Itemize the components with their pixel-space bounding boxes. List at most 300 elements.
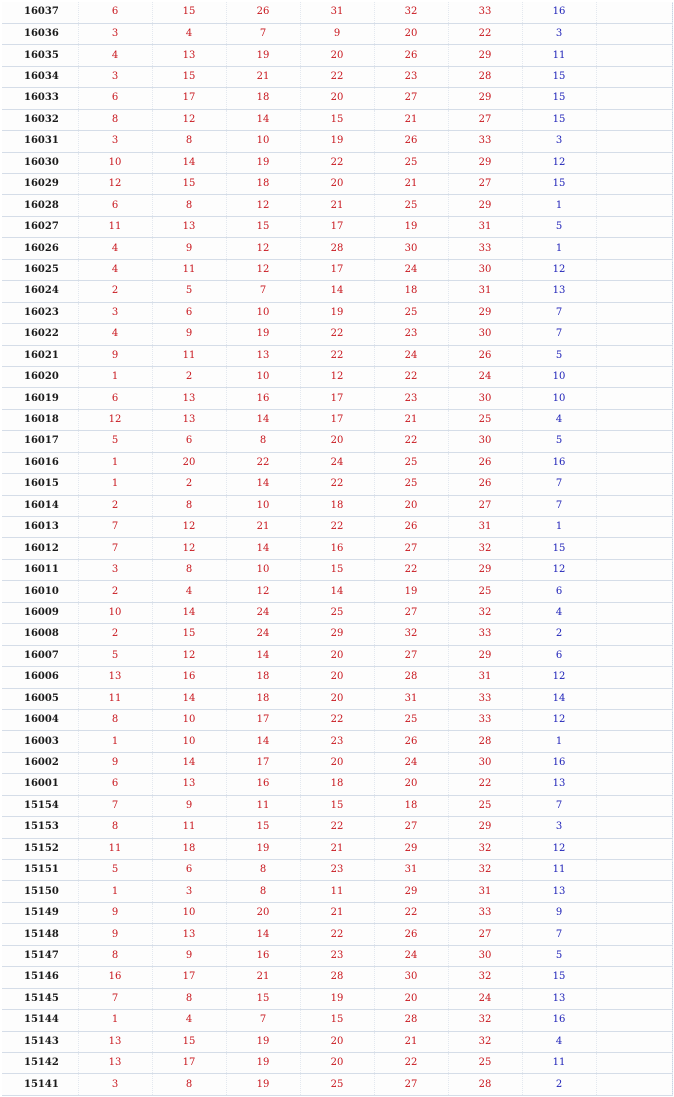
empty-cell <box>596 1010 672 1031</box>
issue-number: 16011 <box>2 559 78 580</box>
red-ball-number: 14 <box>152 688 226 709</box>
red-ball-number: 30 <box>374 967 448 988</box>
red-ball-number: 26 <box>448 474 522 495</box>
red-ball-number: 11 <box>78 688 152 709</box>
table-row <box>2 452 672 473</box>
empty-cell <box>596 581 672 602</box>
table-row <box>2 581 672 602</box>
red-ball-number: 8 <box>152 195 226 216</box>
red-ball-number: 32 <box>448 1010 522 1031</box>
red-ball-number: 15 <box>152 174 226 195</box>
empty-cell <box>596 2 672 23</box>
empty-cell <box>596 474 672 495</box>
red-ball-number: 25 <box>374 474 448 495</box>
red-ball-number: 8 <box>226 881 300 902</box>
red-ball-number: 8 <box>152 131 226 152</box>
red-ball-number: 11 <box>152 259 226 280</box>
red-ball-number: 29 <box>448 302 522 323</box>
red-ball-number: 28 <box>300 967 374 988</box>
issue-number: 16026 <box>2 238 78 259</box>
issue-number: 16033 <box>2 88 78 109</box>
table-row <box>2 66 672 87</box>
issue-number: 15147 <box>2 945 78 966</box>
red-ball-number: 20 <box>300 688 374 709</box>
red-ball-number: 1 <box>78 881 152 902</box>
red-ball-number: 3 <box>78 302 152 323</box>
red-ball-number: 29 <box>300 624 374 645</box>
empty-cell <box>596 688 672 709</box>
blue-ball-number: 16 <box>522 2 596 23</box>
empty-cell <box>596 602 672 623</box>
red-ball-number: 23 <box>374 324 448 345</box>
red-ball-number: 27 <box>448 495 522 516</box>
red-ball-number: 4 <box>152 23 226 44</box>
table-row <box>2 624 672 645</box>
red-ball-number: 13 <box>152 774 226 795</box>
red-ball-number: 24 <box>374 945 448 966</box>
red-ball-number: 19 <box>226 1074 300 1095</box>
table-row <box>2 602 672 623</box>
red-ball-number: 6 <box>78 388 152 409</box>
empty-cell <box>596 624 672 645</box>
blue-ball-number: 12 <box>522 709 596 730</box>
table-row <box>2 2 672 23</box>
red-ball-number: 20 <box>152 452 226 473</box>
red-ball-number: 14 <box>226 731 300 752</box>
empty-cell <box>596 452 672 473</box>
red-ball-number: 3 <box>152 881 226 902</box>
red-ball-number: 25 <box>374 709 448 730</box>
red-ball-number: 14 <box>226 409 300 430</box>
red-ball-number: 7 <box>78 795 152 816</box>
red-ball-number: 3 <box>78 23 152 44</box>
blue-ball-number: 13 <box>522 988 596 1009</box>
empty-cell <box>596 388 672 409</box>
red-ball-number: 7 <box>78 517 152 538</box>
red-ball-number: 14 <box>300 581 374 602</box>
red-ball-number: 13 <box>226 345 300 366</box>
issue-number: 16030 <box>2 152 78 173</box>
red-ball-number: 22 <box>448 23 522 44</box>
red-ball-number: 27 <box>374 645 448 666</box>
blue-ball-number: 11 <box>522 860 596 881</box>
red-ball-number: 22 <box>300 474 374 495</box>
issue-number: 16029 <box>2 174 78 195</box>
red-ball-number: 30 <box>374 238 448 259</box>
blue-ball-number: 15 <box>522 174 596 195</box>
red-ball-number: 28 <box>448 66 522 87</box>
red-ball-number: 17 <box>226 709 300 730</box>
blue-ball-number: 15 <box>522 66 596 87</box>
table-row <box>2 474 672 495</box>
red-ball-number: 15 <box>152 624 226 645</box>
red-ball-number: 4 <box>78 45 152 66</box>
red-ball-number: 9 <box>78 345 152 366</box>
red-ball-number: 22 <box>300 345 374 366</box>
red-ball-number: 19 <box>226 838 300 859</box>
red-ball-number: 6 <box>78 195 152 216</box>
red-ball-number: 31 <box>374 688 448 709</box>
red-ball-number: 2 <box>152 366 226 387</box>
red-ball-number: 32 <box>448 538 522 559</box>
issue-number: 16012 <box>2 538 78 559</box>
red-ball-number: 9 <box>152 795 226 816</box>
red-ball-number: 10 <box>226 366 300 387</box>
table-row <box>2 216 672 237</box>
blue-ball-number: 4 <box>522 1031 596 1052</box>
red-ball-number: 27 <box>374 602 448 623</box>
red-ball-number: 27 <box>374 817 448 838</box>
red-ball-number: 10 <box>78 602 152 623</box>
red-ball-number: 3 <box>78 1074 152 1095</box>
red-ball-number: 10 <box>226 495 300 516</box>
blue-ball-number: 1 <box>522 238 596 259</box>
red-ball-number: 23 <box>374 388 448 409</box>
red-ball-number: 19 <box>226 1031 300 1052</box>
red-ball-number: 28 <box>374 667 448 688</box>
table-row <box>2 345 672 366</box>
red-ball-number: 30 <box>448 431 522 452</box>
issue-number: 15150 <box>2 881 78 902</box>
table-row <box>2 302 672 323</box>
red-ball-number: 32 <box>448 860 522 881</box>
red-ball-number: 12 <box>152 517 226 538</box>
red-ball-number: 6 <box>152 431 226 452</box>
issue-number: 16009 <box>2 602 78 623</box>
issue-number: 16025 <box>2 259 78 280</box>
red-ball-number: 10 <box>152 902 226 923</box>
red-ball-number: 2 <box>78 624 152 645</box>
table-row <box>2 988 672 1009</box>
red-ball-number: 31 <box>448 517 522 538</box>
issue-number: 15149 <box>2 902 78 923</box>
red-ball-number: 12 <box>226 581 300 602</box>
red-ball-number: 29 <box>448 559 522 580</box>
empty-cell <box>596 216 672 237</box>
red-ball-number: 3 <box>78 559 152 580</box>
red-ball-number: 2 <box>78 495 152 516</box>
empty-cell <box>596 731 672 752</box>
empty-cell <box>596 988 672 1009</box>
red-ball-number: 29 <box>448 88 522 109</box>
blue-ball-number: 7 <box>522 302 596 323</box>
red-ball-number: 27 <box>448 109 522 130</box>
red-ball-number: 20 <box>374 774 448 795</box>
red-ball-number: 10 <box>226 131 300 152</box>
issue-number: 16036 <box>2 23 78 44</box>
issue-number: 16008 <box>2 624 78 645</box>
red-ball-number: 22 <box>300 709 374 730</box>
red-ball-number: 1 <box>78 731 152 752</box>
red-ball-number: 20 <box>300 667 374 688</box>
red-ball-number: 1 <box>78 474 152 495</box>
red-ball-number: 1 <box>78 452 152 473</box>
red-ball-number: 5 <box>152 281 226 302</box>
red-ball-number: 1 <box>78 1010 152 1031</box>
red-ball-number: 15 <box>226 817 300 838</box>
empty-cell <box>596 860 672 881</box>
red-ball-number: 4 <box>152 1010 226 1031</box>
red-ball-number: 22 <box>374 366 448 387</box>
table-row <box>2 538 672 559</box>
blue-ball-number: 12 <box>522 559 596 580</box>
issue-number: 16019 <box>2 388 78 409</box>
blue-ball-number: 10 <box>522 388 596 409</box>
table-row <box>2 967 672 988</box>
red-ball-number: 20 <box>300 752 374 773</box>
red-ball-number: 10 <box>226 559 300 580</box>
red-ball-number: 7 <box>78 988 152 1009</box>
red-ball-number: 13 <box>152 388 226 409</box>
red-ball-number: 14 <box>226 645 300 666</box>
empty-cell <box>596 324 672 345</box>
red-ball-number: 8 <box>152 559 226 580</box>
red-ball-number: 18 <box>226 667 300 688</box>
red-ball-number: 21 <box>374 174 448 195</box>
red-ball-number: 29 <box>448 195 522 216</box>
table-row <box>2 131 672 152</box>
red-ball-number: 6 <box>78 2 152 23</box>
empty-cell <box>596 366 672 387</box>
red-ball-number: 12 <box>300 366 374 387</box>
red-ball-number: 24 <box>374 752 448 773</box>
blue-ball-number: 13 <box>522 281 596 302</box>
red-ball-number: 31 <box>448 881 522 902</box>
empty-cell <box>596 259 672 280</box>
red-ball-number: 4 <box>78 238 152 259</box>
red-ball-number: 8 <box>152 1074 226 1095</box>
red-ball-number: 19 <box>300 131 374 152</box>
empty-cell <box>596 774 672 795</box>
table-row <box>2 495 672 516</box>
red-ball-number: 25 <box>374 452 448 473</box>
blue-ball-number: 12 <box>522 667 596 688</box>
table-row <box>2 1031 672 1052</box>
issue-number: 16020 <box>2 366 78 387</box>
issue-number: 15154 <box>2 795 78 816</box>
blue-ball-number: 10 <box>522 366 596 387</box>
blue-ball-number: 1 <box>522 195 596 216</box>
red-ball-number: 7 <box>78 538 152 559</box>
red-ball-number: 18 <box>226 688 300 709</box>
red-ball-number: 32 <box>374 624 448 645</box>
red-ball-number: 9 <box>152 238 226 259</box>
red-ball-number: 17 <box>152 88 226 109</box>
results-body <box>2 2 672 1095</box>
red-ball-number: 26 <box>374 517 448 538</box>
red-ball-number: 20 <box>226 902 300 923</box>
red-ball-number: 27 <box>374 1074 448 1095</box>
red-ball-number: 14 <box>152 752 226 773</box>
empty-cell <box>596 23 672 44</box>
red-ball-number: 5 <box>78 645 152 666</box>
red-ball-number: 13 <box>152 216 226 237</box>
red-ball-number: 6 <box>152 860 226 881</box>
red-ball-number: 2 <box>152 474 226 495</box>
blue-ball-number: 13 <box>522 774 596 795</box>
empty-cell <box>596 667 672 688</box>
empty-cell <box>596 538 672 559</box>
table-row <box>2 517 672 538</box>
empty-cell <box>596 752 672 773</box>
blue-ball-number: 12 <box>522 838 596 859</box>
red-ball-number: 4 <box>152 581 226 602</box>
blue-ball-number: 12 <box>522 152 596 173</box>
issue-number: 16006 <box>2 667 78 688</box>
red-ball-number: 27 <box>374 88 448 109</box>
blue-ball-number: 5 <box>522 431 596 452</box>
red-ball-number: 22 <box>300 324 374 345</box>
red-ball-number: 11 <box>226 795 300 816</box>
issue-number: 16018 <box>2 409 78 430</box>
red-ball-number: 6 <box>152 302 226 323</box>
blue-ball-number: 15 <box>522 538 596 559</box>
red-ball-number: 21 <box>374 109 448 130</box>
red-ball-number: 10 <box>152 731 226 752</box>
red-ball-number: 14 <box>226 538 300 559</box>
red-ball-number: 27 <box>448 174 522 195</box>
red-ball-number: 26 <box>374 731 448 752</box>
issue-number: 16014 <box>2 495 78 516</box>
blue-ball-number: 3 <box>522 23 596 44</box>
empty-cell <box>596 345 672 366</box>
empty-cell <box>596 645 672 666</box>
red-ball-number: 4 <box>78 324 152 345</box>
red-ball-number: 21 <box>226 66 300 87</box>
table-row <box>2 109 672 130</box>
red-ball-number: 13 <box>152 45 226 66</box>
table-row <box>2 838 672 859</box>
red-ball-number: 17 <box>300 409 374 430</box>
red-ball-number: 29 <box>448 45 522 66</box>
table-row <box>2 238 672 259</box>
red-ball-number: 2 <box>78 281 152 302</box>
red-ball-number: 28 <box>300 238 374 259</box>
red-ball-number: 21 <box>374 409 448 430</box>
blue-ball-number: 7 <box>522 924 596 945</box>
issue-number: 15151 <box>2 860 78 881</box>
issue-number: 16005 <box>2 688 78 709</box>
red-ball-number: 4 <box>78 259 152 280</box>
red-ball-number: 30 <box>448 259 522 280</box>
red-ball-number: 25 <box>300 602 374 623</box>
table-row <box>2 281 672 302</box>
red-ball-number: 15 <box>152 2 226 23</box>
red-ball-number: 13 <box>78 1031 152 1052</box>
red-ball-number: 9 <box>78 902 152 923</box>
table-row <box>2 23 672 44</box>
table-row <box>2 45 672 66</box>
red-ball-number: 22 <box>300 517 374 538</box>
red-ball-number: 20 <box>300 174 374 195</box>
red-ball-number: 13 <box>78 667 152 688</box>
table-row <box>2 431 672 452</box>
red-ball-number: 19 <box>374 581 448 602</box>
table-row <box>2 88 672 109</box>
issue-number: 16002 <box>2 752 78 773</box>
issue-number: 16034 <box>2 66 78 87</box>
red-ball-number: 13 <box>152 409 226 430</box>
blue-ball-number: 5 <box>522 345 596 366</box>
red-ball-number: 22 <box>300 152 374 173</box>
issue-number: 16035 <box>2 45 78 66</box>
red-ball-number: 3 <box>78 131 152 152</box>
red-ball-number: 12 <box>226 195 300 216</box>
red-ball-number: 30 <box>448 324 522 345</box>
issue-number: 16023 <box>2 302 78 323</box>
red-ball-number: 11 <box>300 881 374 902</box>
blue-ball-number: 4 <box>522 409 596 430</box>
red-ball-number: 25 <box>374 152 448 173</box>
empty-cell <box>596 495 672 516</box>
red-ball-number: 18 <box>374 795 448 816</box>
issue-number: 15145 <box>2 988 78 1009</box>
blue-ball-number: 1 <box>522 517 596 538</box>
issue-number: 16031 <box>2 131 78 152</box>
issue-number: 16010 <box>2 581 78 602</box>
empty-cell <box>596 238 672 259</box>
red-ball-number: 15 <box>300 795 374 816</box>
issue-number: 16003 <box>2 731 78 752</box>
red-ball-number: 8 <box>226 860 300 881</box>
red-ball-number: 18 <box>374 281 448 302</box>
red-ball-number: 17 <box>300 259 374 280</box>
blue-ball-number: 4 <box>522 602 596 623</box>
red-ball-number: 16 <box>78 967 152 988</box>
blue-ball-number: 14 <box>522 688 596 709</box>
red-ball-number: 26 <box>226 2 300 23</box>
issue-number: 15142 <box>2 1052 78 1073</box>
red-ball-number: 25 <box>448 1052 522 1073</box>
red-ball-number: 20 <box>300 1052 374 1073</box>
blue-ball-number: 7 <box>522 795 596 816</box>
red-ball-number: 11 <box>152 817 226 838</box>
table-row <box>2 259 672 280</box>
table-row <box>2 860 672 881</box>
red-ball-number: 17 <box>300 388 374 409</box>
issue-number: 16037 <box>2 2 78 23</box>
red-ball-number: 12 <box>152 109 226 130</box>
red-ball-number: 23 <box>374 66 448 87</box>
red-ball-number: 20 <box>374 988 448 1009</box>
red-ball-number: 22 <box>374 431 448 452</box>
table-row <box>2 667 672 688</box>
red-ball-number: 24 <box>448 366 522 387</box>
red-ball-number: 19 <box>226 45 300 66</box>
red-ball-number: 30 <box>448 388 522 409</box>
red-ball-number: 25 <box>374 302 448 323</box>
red-ball-number: 8 <box>78 817 152 838</box>
table-row <box>2 1052 672 1073</box>
red-ball-number: 9 <box>78 924 152 945</box>
red-ball-number: 22 <box>374 1052 448 1073</box>
red-ball-number: 20 <box>300 1031 374 1052</box>
empty-cell <box>596 945 672 966</box>
issue-number: 15144 <box>2 1010 78 1031</box>
red-ball-number: 14 <box>226 109 300 130</box>
red-ball-number: 33 <box>448 902 522 923</box>
red-ball-number: 7 <box>226 23 300 44</box>
blue-ball-number: 2 <box>522 1074 596 1095</box>
red-ball-number: 15 <box>152 1031 226 1052</box>
red-ball-number: 24 <box>374 259 448 280</box>
red-ball-number: 21 <box>226 517 300 538</box>
red-ball-number: 30 <box>448 752 522 773</box>
red-ball-number: 17 <box>226 752 300 773</box>
red-ball-number: 22 <box>300 66 374 87</box>
red-ball-number: 20 <box>300 88 374 109</box>
red-ball-number: 6 <box>78 88 152 109</box>
